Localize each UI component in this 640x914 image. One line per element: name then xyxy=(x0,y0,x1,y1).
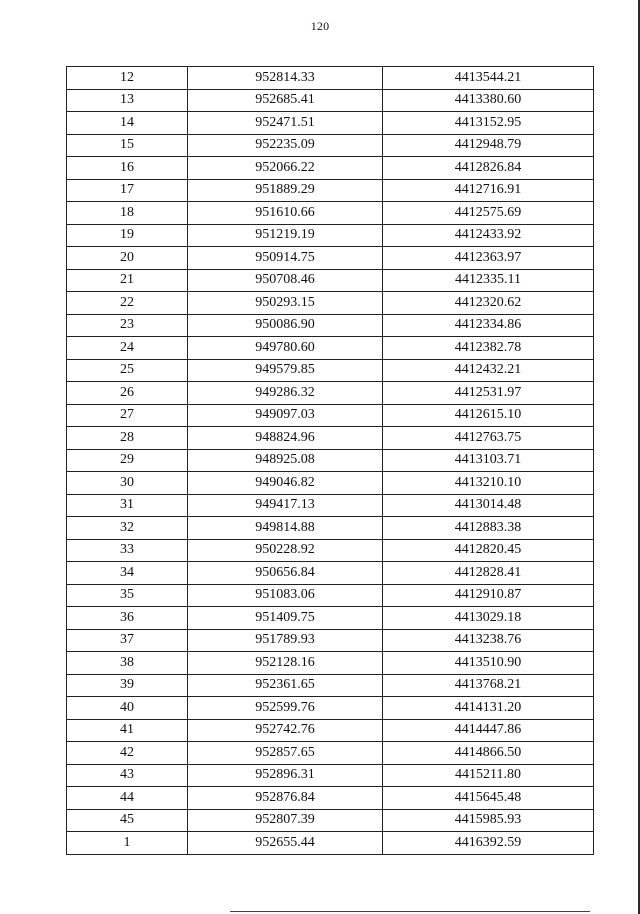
y-coordinate-cell: 4412716.91 xyxy=(383,179,594,202)
table-row xyxy=(67,652,594,675)
point-number-cell: 22 xyxy=(67,292,188,315)
y-coordinate-cell: 4412948.79 xyxy=(383,134,594,157)
y-coordinate-cell: 4412575.69 xyxy=(383,202,594,225)
x-coordinate-cell: 948824.96 xyxy=(188,427,383,450)
table-row xyxy=(67,179,594,202)
x-coordinate-cell: 952685.41 xyxy=(188,89,383,112)
table-row xyxy=(67,202,594,225)
x-coordinate-cell: 951610.66 xyxy=(188,202,383,225)
point-number-cell: 30 xyxy=(67,472,188,495)
point-number-cell: 18 xyxy=(67,202,188,225)
point-number-cell: 28 xyxy=(67,427,188,450)
table-row xyxy=(67,269,594,292)
point-number-cell: 24 xyxy=(67,337,188,360)
x-coordinate-cell: 952471.51 xyxy=(188,112,383,135)
y-coordinate-cell: 4415211.80 xyxy=(383,764,594,787)
table-row xyxy=(67,787,594,810)
x-coordinate-cell: 952742.76 xyxy=(188,719,383,742)
point-number-cell: 26 xyxy=(67,382,188,405)
point-number-cell: 21 xyxy=(67,269,188,292)
table-row xyxy=(67,697,594,720)
y-coordinate-cell: 4412363.97 xyxy=(383,247,594,270)
point-number-cell: 39 xyxy=(67,674,188,697)
y-coordinate-cell: 4412433.92 xyxy=(383,224,594,247)
point-number-cell: 20 xyxy=(67,247,188,270)
point-number-cell: 32 xyxy=(67,517,188,540)
x-coordinate-cell: 952814.33 xyxy=(188,67,383,90)
point-number-cell: 38 xyxy=(67,652,188,675)
point-number-cell: 1 xyxy=(67,832,188,855)
y-coordinate-cell: 4412335.11 xyxy=(383,269,594,292)
y-coordinate-cell: 4416392.59 xyxy=(383,832,594,855)
table-row xyxy=(67,337,594,360)
bottom-rule xyxy=(230,911,590,912)
x-coordinate-cell: 952807.39 xyxy=(188,809,383,832)
y-coordinate-cell: 4414866.50 xyxy=(383,742,594,765)
point-number-cell: 35 xyxy=(67,584,188,607)
x-coordinate-cell: 952361.65 xyxy=(188,674,383,697)
table-row xyxy=(67,134,594,157)
y-coordinate-cell: 4413029.18 xyxy=(383,607,594,630)
table-row xyxy=(67,449,594,472)
x-coordinate-cell: 951789.93 xyxy=(188,629,383,652)
y-coordinate-cell: 4415645.48 xyxy=(383,787,594,810)
table-row xyxy=(67,427,594,450)
y-coordinate-cell: 4412432.21 xyxy=(383,359,594,382)
y-coordinate-cell: 4412531.97 xyxy=(383,382,594,405)
table-row xyxy=(67,539,594,562)
table-row xyxy=(67,314,594,337)
y-coordinate-cell: 4414447.86 xyxy=(383,719,594,742)
x-coordinate-cell: 950656.84 xyxy=(188,562,383,585)
point-number-cell: 41 xyxy=(67,719,188,742)
x-coordinate-cell: 952896.31 xyxy=(188,764,383,787)
x-coordinate-cell: 951083.06 xyxy=(188,584,383,607)
point-number-cell: 44 xyxy=(67,787,188,810)
x-coordinate-cell: 949579.85 xyxy=(188,359,383,382)
table-row xyxy=(67,584,594,607)
point-number-cell: 31 xyxy=(67,494,188,517)
y-coordinate-cell: 4412910.87 xyxy=(383,584,594,607)
point-number-cell: 42 xyxy=(67,742,188,765)
table-row xyxy=(67,674,594,697)
point-number-cell: 19 xyxy=(67,224,188,247)
x-coordinate-cell: 949046.82 xyxy=(188,472,383,495)
x-coordinate-cell: 951889.29 xyxy=(188,179,383,202)
point-number-cell: 37 xyxy=(67,629,188,652)
y-coordinate-cell: 4412615.10 xyxy=(383,404,594,427)
table-row xyxy=(67,809,594,832)
table-row xyxy=(67,832,594,855)
table-row xyxy=(67,472,594,495)
point-number-cell: 33 xyxy=(67,539,188,562)
table-row xyxy=(67,742,594,765)
x-coordinate-cell: 952599.76 xyxy=(188,697,383,720)
y-coordinate-cell: 4413014.48 xyxy=(383,494,594,517)
point-number-cell: 27 xyxy=(67,404,188,427)
x-coordinate-cell: 950086.90 xyxy=(188,314,383,337)
point-number-cell: 40 xyxy=(67,697,188,720)
x-coordinate-cell: 952857.65 xyxy=(188,742,383,765)
point-number-cell: 14 xyxy=(67,112,188,135)
y-coordinate-cell: 4412763.75 xyxy=(383,427,594,450)
table-row xyxy=(67,562,594,585)
y-coordinate-cell: 4412320.62 xyxy=(383,292,594,315)
coordinates-table-body xyxy=(67,67,594,855)
y-coordinate-cell: 4412820.45 xyxy=(383,539,594,562)
y-coordinate-cell: 4413238.76 xyxy=(383,629,594,652)
x-coordinate-cell: 949814.88 xyxy=(188,517,383,540)
x-coordinate-cell: 951409.75 xyxy=(188,607,383,630)
y-coordinate-cell: 4412826.84 xyxy=(383,157,594,180)
table-row xyxy=(67,157,594,180)
y-coordinate-cell: 4413210.10 xyxy=(383,472,594,495)
x-coordinate-cell: 950708.46 xyxy=(188,269,383,292)
y-coordinate-cell: 4413544.21 xyxy=(383,67,594,90)
table-row xyxy=(67,404,594,427)
x-coordinate-cell: 949780.60 xyxy=(188,337,383,360)
y-coordinate-cell: 4412382.78 xyxy=(383,337,594,360)
point-number-cell: 15 xyxy=(67,134,188,157)
y-coordinate-cell: 4412828.41 xyxy=(383,562,594,585)
point-number-cell: 45 xyxy=(67,809,188,832)
x-coordinate-cell: 950914.75 xyxy=(188,247,383,270)
y-coordinate-cell: 4413768.21 xyxy=(383,674,594,697)
page-number: 120 xyxy=(310,19,330,33)
table-row xyxy=(67,719,594,742)
point-number-cell: 12 xyxy=(67,67,188,90)
table-row xyxy=(67,112,594,135)
table-row xyxy=(67,67,594,90)
x-coordinate-cell: 948925.08 xyxy=(188,449,383,472)
table-row xyxy=(67,382,594,405)
table-row xyxy=(67,494,594,517)
y-coordinate-cell: 4413152.95 xyxy=(383,112,594,135)
point-number-cell: 13 xyxy=(67,89,188,112)
point-number-cell: 36 xyxy=(67,607,188,630)
point-number-cell: 43 xyxy=(67,764,188,787)
y-coordinate-cell: 4413510.90 xyxy=(383,652,594,675)
point-number-cell: 17 xyxy=(67,179,188,202)
table-row xyxy=(67,607,594,630)
table-row xyxy=(67,764,594,787)
table-row xyxy=(67,89,594,112)
y-coordinate-cell: 4413103.71 xyxy=(383,449,594,472)
x-coordinate-cell: 949417.13 xyxy=(188,494,383,517)
x-coordinate-cell: 952128.16 xyxy=(188,652,383,675)
table-row xyxy=(67,359,594,382)
table-row xyxy=(67,292,594,315)
x-coordinate-cell: 952876.84 xyxy=(188,787,383,810)
table-row xyxy=(67,629,594,652)
point-number-cell: 23 xyxy=(67,314,188,337)
x-coordinate-cell: 952655.44 xyxy=(188,832,383,855)
y-coordinate-cell: 4412334.86 xyxy=(383,314,594,337)
y-coordinate-cell: 4412883.38 xyxy=(383,517,594,540)
x-coordinate-cell: 952066.22 xyxy=(188,157,383,180)
point-number-cell: 29 xyxy=(67,449,188,472)
y-coordinate-cell: 4413380.60 xyxy=(383,89,594,112)
x-coordinate-cell: 949286.32 xyxy=(188,382,383,405)
table-row xyxy=(67,224,594,247)
point-number-cell: 34 xyxy=(67,562,188,585)
table-row xyxy=(67,247,594,270)
coordinates-table xyxy=(66,66,594,855)
x-coordinate-cell: 951219.19 xyxy=(188,224,383,247)
point-number-cell: 25 xyxy=(67,359,188,382)
x-coordinate-cell: 950293.15 xyxy=(188,292,383,315)
x-coordinate-cell: 952235.09 xyxy=(188,134,383,157)
point-number-cell: 16 xyxy=(67,157,188,180)
y-coordinate-cell: 4414131.20 xyxy=(383,697,594,720)
y-coordinate-cell: 4415985.93 xyxy=(383,809,594,832)
x-coordinate-cell: 950228.92 xyxy=(188,539,383,562)
table-row xyxy=(67,517,594,540)
x-coordinate-cell: 949097.03 xyxy=(188,404,383,427)
